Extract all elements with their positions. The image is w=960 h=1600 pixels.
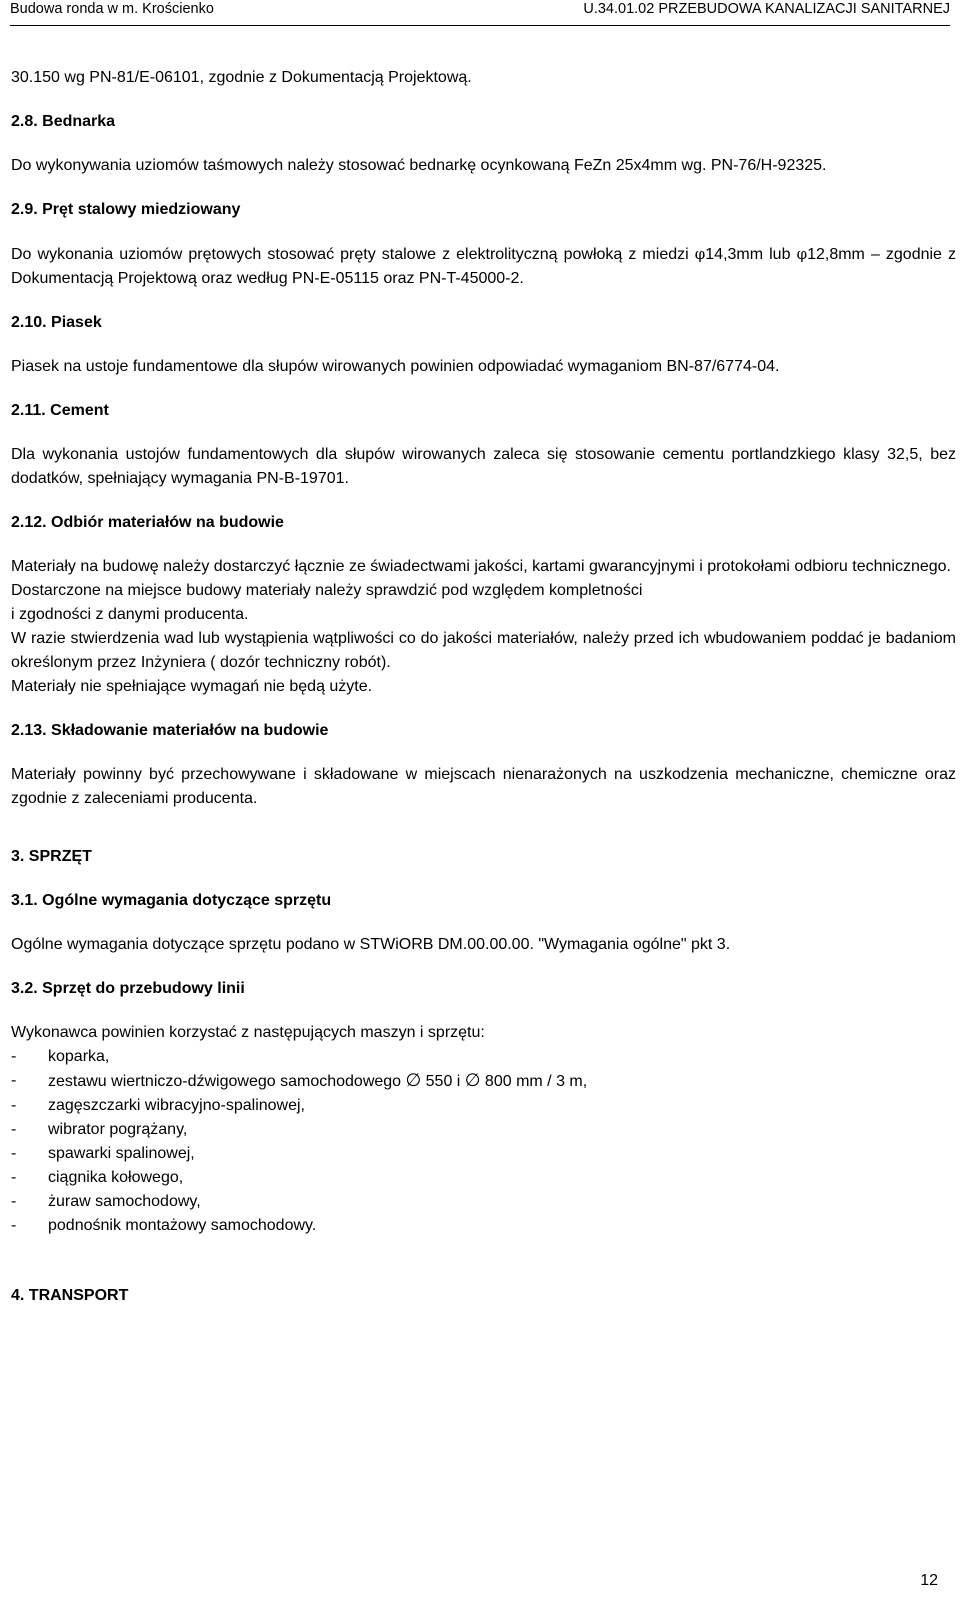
- section-2-12-paragraph-3: W razie stwierdzenia wad lub wystąpienia wątpliwości co do jakości materiałów, należy przed ich wbudowaniem poddać je badaniom określonym przez Inżyniera ( dozór techniczny robót).: [11, 630, 956, 671]
- diameter-symbol: ∅: [464, 1070, 481, 1091]
- list-item-text: podnośnik montażowy samochodowy.: [48, 1217, 317, 1234]
- section-2-12-paragraph-1: Materiały na budowę należy dostarczyć łącznie ze świadectwami jakości, kartami gwarancyjnymi i protokołami odbioru technicznego.: [11, 558, 951, 575]
- page-number: 12: [920, 1572, 938, 1589]
- list-dash: -: [11, 1072, 17, 1089]
- document-body: [11, 66, 956, 1308]
- section-2-12-heading: 2.12. Odbiór materiałów na budowie: [11, 514, 284, 531]
- header-spec-code: U.34.01.02 PRZEBUDOWA KANALIZACJI SANITARNEJ: [583, 1, 950, 17]
- list-item-text: wibrator pogrążany,: [48, 1121, 188, 1138]
- list-item-text: zagęszczarki wibracyjno-spalinowej,: [48, 1097, 305, 1114]
- continuation-line: 30.150 wg PN-81/E-06101, zgodnie z Dokumentacją Projektową.: [11, 69, 472, 86]
- section-3-1-heading: 3.1. Ogólne wymagania dotyczące sprzętu: [11, 892, 332, 909]
- section-4-heading: 4. TRANSPORT: [11, 1287, 129, 1304]
- list-item: [11, 1142, 956, 1166]
- list-item-text: ciągnika kołowego,: [48, 1169, 184, 1186]
- list-item: [11, 1214, 956, 1238]
- list-dash: -: [11, 1121, 17, 1138]
- section-2-8-text: Do wykonywania uziomów taśmowych należy stosować bednarkę ocynkowaną FeZn 25x4mm wg. PN-76/H-92325.: [11, 157, 827, 174]
- list-dash: -: [11, 1097, 17, 1114]
- diameter-symbol: ∅: [405, 1070, 422, 1091]
- section-2-12-paragraph-2a: Dostarczone na miejsce budowy materiały należy sprawdzić pod względem kompletności: [11, 582, 643, 599]
- section-2-9-text-part3: 12,8mm – zgodnie z Dokumentacją Projektową oraz według PN-E-05115 oraz PN-T-45000-2.: [11, 246, 957, 287]
- section-2-13-heading: 2.13. Składowanie materiałów na budowie: [11, 722, 329, 739]
- section-2-8-heading: 2.8. Bednarka: [11, 113, 116, 130]
- list-item-text: [48, 1069, 587, 1094]
- page-header: [10, 0, 950, 26]
- list-item: [11, 1118, 956, 1142]
- phi-symbol: φ: [796, 245, 808, 263]
- list-item: [11, 1094, 956, 1118]
- list-dash: -: [11, 1217, 17, 1234]
- section-2-10-heading: 2.10. Piasek: [11, 314, 102, 331]
- list-item: [11, 1190, 956, 1214]
- list-dash: -: [11, 1169, 17, 1186]
- header-project-title: Budowa ronda w m. Krościenko: [10, 1, 214, 17]
- phi-symbol: φ: [694, 245, 706, 263]
- section-3-2-heading: 3.2. Sprzęt do przebudowy linii: [11, 980, 245, 997]
- list-item-text: spawarki spalinowej,: [48, 1145, 195, 1162]
- list-item: [11, 1069, 956, 1094]
- list-item-text: koparka,: [48, 1048, 110, 1065]
- section-2-11-text: Dla wykonania ustojów fundamentowych dla słupów wirowanych zaleca się stosowanie cementu portlandzkiego klasy 32,5, bez dodatków, spełniający wymagania PN-B-19701.: [11, 446, 956, 487]
- list-item-text-part: 800 mm / 3 m,: [480, 1073, 588, 1090]
- list-item: [11, 1166, 956, 1190]
- section-3-heading: 3. SPRZĘT: [11, 848, 92, 865]
- section-2-9-text-part2: 14,3mm lub: [705, 246, 797, 263]
- equipment-list: [11, 1045, 956, 1238]
- section-2-13-text: Materiały powinny być przechowywane i składowane w miejscach nienarażonych na uszkodzenia mechaniczne, chemiczne oraz zgodnie z zaleceniami producenta.: [11, 766, 956, 807]
- section-2-11-heading: 2.11. Cement: [11, 402, 109, 419]
- section-3-2-intro: Wykonawca powinien korzystać z następujących maszyn i sprzętu:: [11, 1024, 485, 1041]
- list-item-text-part: zestawu wiertniczo-dźwigowego samochodowego: [48, 1073, 406, 1090]
- list-item: [11, 1045, 956, 1069]
- section-2-9-text: [11, 242, 956, 291]
- section-2-9-text-part1: Do wykonania uziomów prętowych stosować pręty stalowe z elektrolityczną powłoką z miedzi: [11, 246, 695, 263]
- list-dash: -: [11, 1048, 17, 1065]
- list-item-text-part: 550 i: [421, 1073, 465, 1090]
- list-item-text: żuraw samochodowy,: [48, 1193, 201, 1210]
- section-2-9-heading: 2.9. Pręt stalowy miedziowany: [11, 201, 241, 218]
- section-2-10-text: Piasek na ustoje fundamentowe dla słupów wirowanych powinien odpowiadać wymaganiom BN-87/6774-04.: [11, 358, 780, 375]
- section-2-12-paragraph-2b: i zgodności z danymi producenta.: [11, 606, 249, 623]
- list-dash: -: [11, 1145, 17, 1162]
- list-dash: -: [11, 1193, 17, 1210]
- section-3-1-text: Ogólne wymagania dotyczące sprzętu podano w STWiORB DM.00.00.00. "Wymagania ogólne" pkt 3.: [11, 936, 731, 953]
- section-2-12-paragraph-4: Materiały nie spełniające wymagań nie będą użyte.: [11, 678, 373, 695]
